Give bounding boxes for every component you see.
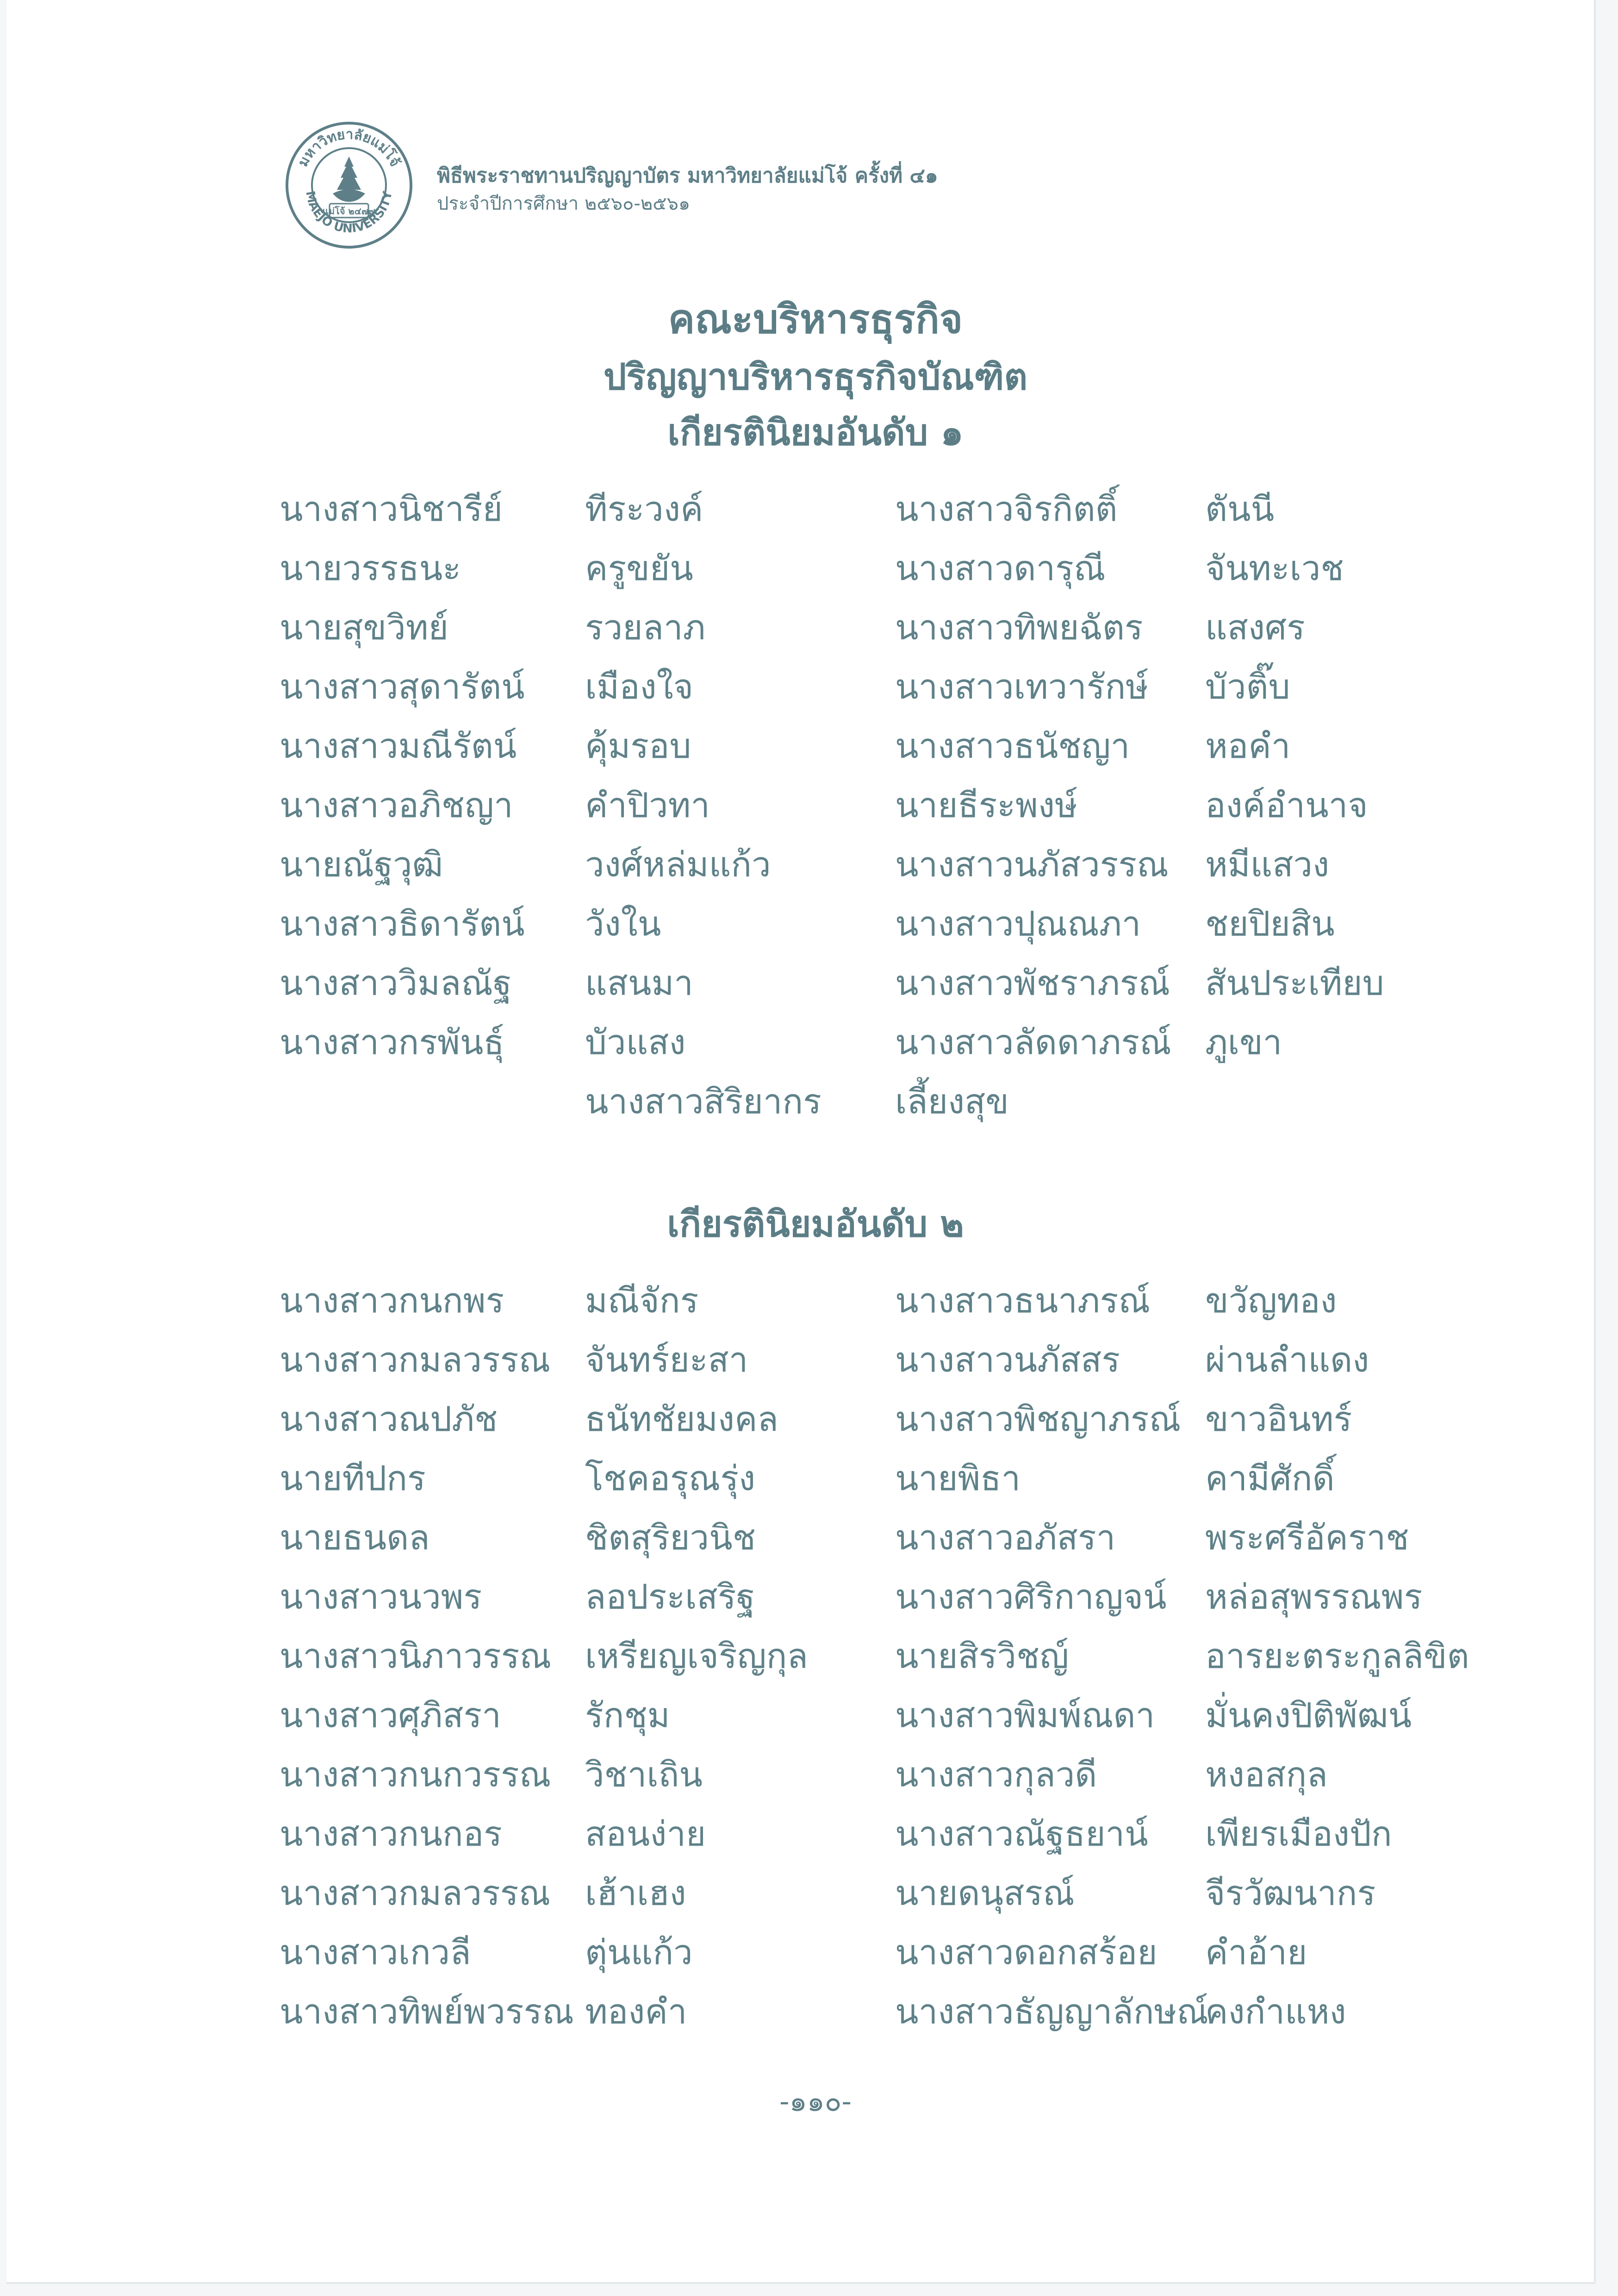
- page-number: -๑๑๐-: [779, 2085, 852, 2118]
- table-row: [6, 842, 1618, 901]
- table-row: [6, 605, 1618, 664]
- graduate-first-name: นางสาวกนกวรรณ: [280, 1755, 551, 1795]
- graduate-first-name: นางสาวพิมพ์ณดา: [895, 1696, 1155, 1735]
- graduate-first-name: นางสาวนภัสสร: [895, 1340, 1120, 1380]
- graduate-first-name: นางสาวลัดดาภรณ์: [895, 1023, 1171, 1062]
- table-row: [6, 1752, 1618, 1811]
- graduate-last-name: แสนมา: [585, 963, 693, 1003]
- graduate-first-name: นางสาวนภัสวรรณ: [895, 845, 1169, 885]
- graduate-first-name: นางสาวนวพร: [280, 1577, 482, 1617]
- ceremony-header-text: [437, 162, 938, 218]
- graduate-first-name: นางสาวธนาภรณ์: [895, 1281, 1151, 1321]
- graduate-first-name: นายทีปกร: [280, 1459, 426, 1498]
- graduate-last-name: หมีแสวง: [1205, 845, 1330, 885]
- graduate-last-name: ตุ่นแก้ว: [585, 1933, 693, 1972]
- graduate-last-name: ชยปิยสิน: [1205, 904, 1335, 944]
- graduate-first-name: นางสาวสุดารัตน์: [280, 667, 525, 707]
- graduate-last-name: หอคำ: [1205, 726, 1291, 766]
- page-header: [284, 120, 938, 259]
- graduate-first-name: นางสาวธิดารัตน์: [280, 904, 525, 944]
- graduate-first-name: นางสาวกมลวรรณ: [280, 1873, 551, 1913]
- graduate-last-name: ธนัทชัยมงคล: [585, 1399, 778, 1439]
- graduate-last-name: ทองคำ: [585, 1992, 687, 2032]
- graduate-last-name: แสงศร: [1205, 608, 1305, 648]
- graduate-first-name: นายธนดล: [280, 1518, 430, 1558]
- table-row: [6, 1455, 1618, 1515]
- table-row: [6, 1337, 1618, 1396]
- graduate-last-name: คำปิวทา: [585, 786, 710, 825]
- graduate-first-name: นายดนุสรณ์: [895, 1873, 1075, 1913]
- graduate-last-name: รวยลาภ: [585, 608, 706, 648]
- graduate-first-name: นายสิรวิชญ์: [895, 1636, 1069, 1676]
- graduate-last-name: หล่อสุพรรณพร: [1205, 1577, 1423, 1617]
- graduate-last-name: วิชาเถิน: [585, 1755, 703, 1795]
- graduate-last-name: วงศ์หล่มแก้ว: [585, 845, 771, 885]
- graduate-last-name: ขวัญทอง: [1205, 1281, 1337, 1321]
- table-row: [6, 1019, 1618, 1079]
- graduate-first-name: นางสาวปุณณภา: [895, 904, 1141, 944]
- table-row: [6, 1515, 1618, 1574]
- graduate-first-name: นางสาวอภัสรา: [895, 1518, 1116, 1558]
- graduate-last-name: คำอ้าย: [1205, 1933, 1307, 1972]
- table-row: [6, 1989, 1618, 2048]
- graduate-last-name: ผ่านลำแดง: [1205, 1340, 1369, 1380]
- graduate-last-name: จันทร์ยะสา: [585, 1340, 748, 1380]
- graduate-last-name: มณีจักร: [585, 1281, 699, 1321]
- graduate-first-name: นางสาวกรพันธุ์: [280, 1023, 504, 1062]
- table-row: [6, 664, 1618, 723]
- graduate-first-name: นางสาวทิพย์พวรรณ: [280, 1992, 574, 2032]
- graduate-first-name: นางสาวศุภิสรา: [280, 1696, 501, 1735]
- graduate-first-name: นายณัฐวุฒิ: [280, 845, 443, 885]
- table-row: [6, 782, 1618, 842]
- graduate-first-name: นางสาวนิชารีย์: [280, 489, 503, 529]
- table-row: [6, 486, 1618, 545]
- graduate-first-name: นางสาววิมลณัฐ: [280, 963, 512, 1003]
- degree-title: ปริญญาบริหารธุรกิจบัณฑิต: [603, 356, 1028, 398]
- graduate-first-name: นางสาวธัญญาลักษณ์: [895, 1992, 1208, 2032]
- graduate-first-name: นางสาวพัชราภรณ์: [895, 963, 1170, 1003]
- graduate-last-name: ลอประเสริฐ: [585, 1577, 755, 1617]
- graduate-first-name: นางสาวสิริยากร: [585, 1082, 821, 1122]
- faculty-title: คณะบริหารธุรกิจ: [668, 296, 963, 343]
- graduate-first-name: นางสาวกมลวรรณ: [280, 1340, 551, 1380]
- graduate-first-name: นางสาวทิพยฉัตร: [895, 608, 1143, 648]
- graduate-last-name: คุ้มรอบ: [585, 726, 691, 766]
- honor2-name-list: [6, 1278, 1618, 2048]
- table-row: [6, 901, 1618, 960]
- graduate-first-name: นางสาวดารุณี: [895, 549, 1106, 588]
- graduate-first-name: นางสาวศิริกาญจน์: [895, 1577, 1167, 1617]
- graduate-last-name: พระศรีอัคราช: [1205, 1518, 1409, 1558]
- graduate-last-name: อารยะตระกูลลิขิต: [1205, 1636, 1469, 1676]
- graduate-last-name: ภูเขา: [1205, 1023, 1282, 1062]
- ceremony-title: พิธีพระราชทานปริญญาบัตร มหาวิทยาลัยแม่โจ้ ครั้งที่ ๔๑: [437, 164, 938, 187]
- table-row: [6, 1692, 1618, 1752]
- graduate-last-name: สันประเทียบ: [1205, 963, 1384, 1003]
- table-row: [6, 960, 1618, 1019]
- graduate-last-name: องค์อำนาจ: [1205, 786, 1368, 825]
- graduate-last-name: เมืองใจ: [585, 667, 694, 707]
- graduate-last-name: ชิตสุริยวนิช: [585, 1518, 756, 1558]
- honor1-name-list: [6, 486, 1618, 1138]
- graduate-first-name: นางสาวเทวารักษ์: [895, 667, 1149, 707]
- graduate-last-name: เพียรเมืองปัก: [1205, 1814, 1392, 1854]
- graduate-first-name: นางสาวอภิชญา: [280, 786, 513, 825]
- seal-bottom-text: MAEJO UNIVERSITY: [303, 190, 395, 236]
- graduate-last-name: บัวติ๊บ: [1205, 667, 1290, 707]
- graduate-last-name: หงอสกุล: [1205, 1755, 1328, 1795]
- document-page: [6, 0, 1596, 2284]
- graduate-first-name: นายวรรธนะ: [280, 549, 461, 588]
- graduate-first-name: นางสาวมณีรัตน์: [280, 726, 517, 766]
- graduate-first-name: นางสาวพิชญาภรณ์: [895, 1399, 1181, 1439]
- graduate-last-name: มั่นคงปิติพัฒน์: [1205, 1696, 1412, 1735]
- graduate-last-name: จีรวัฒนากร: [1205, 1873, 1376, 1913]
- graduate-first-name: นางสาวณัฐธยาน์: [895, 1814, 1148, 1854]
- graduate-first-name: นางสาวเกวลี: [280, 1933, 471, 1972]
- graduate-last-name: วังใน: [585, 904, 661, 944]
- honor2-heading: เกียรตินิยมอันดับ ๒: [667, 1204, 964, 1245]
- graduate-last-name: โชคอรุณรุ่ง: [585, 1459, 756, 1498]
- graduate-first-name: นางสาวนิภาวรรณ: [280, 1636, 552, 1676]
- table-row: [6, 1574, 1618, 1633]
- honor1-heading: เกียรตินิยมอันดับ ๑: [667, 412, 964, 454]
- graduate-last-name: คามีศักดิ์: [1205, 1459, 1335, 1498]
- graduate-last-name: คงกำแหง: [1205, 1992, 1346, 2032]
- table-row: [6, 1811, 1618, 1870]
- graduate-last-name: รักชุม: [585, 1696, 670, 1735]
- university-seal-icon: [284, 120, 414, 250]
- table-row: [6, 723, 1618, 782]
- seal-top-text: มหาวิทยาลัยแม่โจ้: [295, 126, 403, 169]
- graduate-first-name: นางสาวกนกพร: [280, 1281, 504, 1321]
- seal-center-text: แม่โจ้ ๒๔๗๗: [323, 206, 375, 217]
- graduate-last-name: เหรียญเจริญกุล: [585, 1636, 808, 1676]
- graduate-last-name: สอนง่าย: [585, 1814, 706, 1854]
- table-row: [6, 545, 1618, 605]
- graduate-last-name: ทีระวงค์: [585, 489, 703, 529]
- graduate-last-name: เฮ้าเฮง: [585, 1873, 686, 1913]
- table-row: [6, 1278, 1618, 1337]
- graduate-first-name: นางสาวจิรกิตติ์: [895, 489, 1118, 529]
- graduate-last-name: บัวแสง: [585, 1023, 686, 1062]
- graduate-last-name: ขาวอินทร์: [1205, 1399, 1352, 1439]
- academic-year: ประจำปีการศึกษา ๒๕๖๐-๒๕๖๑: [437, 193, 691, 214]
- graduate-first-name: นางสาวกนกอร: [280, 1814, 502, 1854]
- graduate-last-name: ครูขยัน: [585, 549, 693, 588]
- graduate-first-name: นางสาวกุลวดี: [895, 1755, 1097, 1795]
- graduate-first-name: นางสาวณปภัช: [280, 1399, 498, 1439]
- graduate-last-name: เลี้ยงสุข: [895, 1082, 1009, 1122]
- graduate-last-name: จันทะเวช: [1205, 549, 1344, 588]
- graduate-last-name: ตันนี: [1205, 489, 1275, 529]
- table-row: [6, 1929, 1618, 1989]
- graduate-first-name: นายพิธา: [895, 1459, 1021, 1498]
- graduate-first-name: นายธีระพงษ์: [895, 786, 1077, 825]
- table-row: [6, 1870, 1618, 1929]
- graduate-first-name: นายสุขวิทย์: [280, 608, 448, 648]
- graduate-first-name: นางสาวดอกสร้อย: [895, 1933, 1157, 1972]
- table-row: [6, 1079, 1618, 1138]
- graduate-first-name: นางสาวธนัชญา: [895, 726, 1130, 766]
- table-row: [6, 1633, 1618, 1692]
- table-row: [6, 1396, 1618, 1455]
